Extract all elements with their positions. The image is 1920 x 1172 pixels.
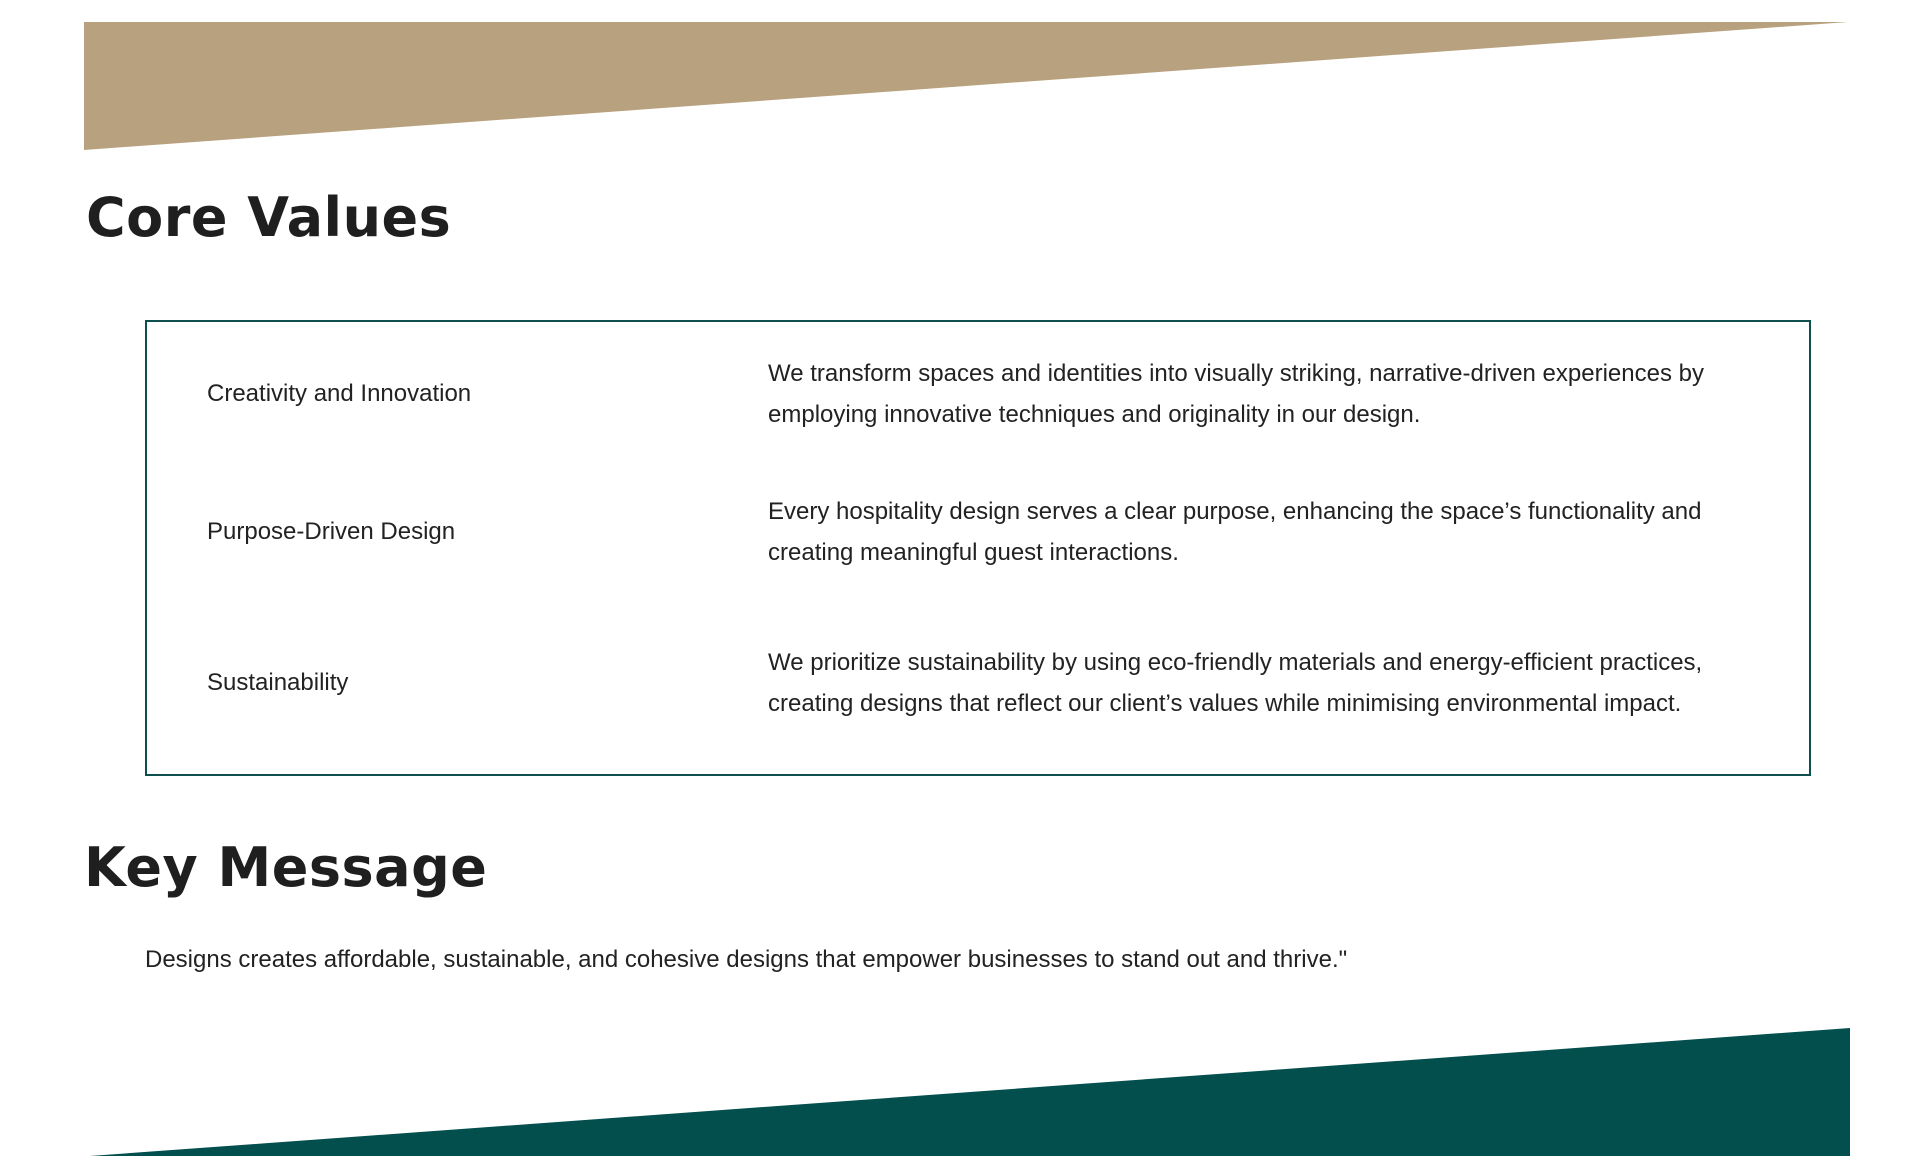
core-values-box (145, 320, 1811, 776)
value-row (147, 348, 1809, 440)
key-message-title: Key Message (84, 836, 488, 899)
value-description: We prioritize sustainability by using eco-friendly materials and energy-efficient practices, creating designs that reflect our client’s values while minimising environmental impact. (768, 649, 1703, 717)
value-description: We transform spaces and identities into visually striking, narrative-driven experiences by employing innovative techniques and originality in our design. (768, 360, 1704, 428)
key-message-text: Designs creates affordable, sustainable, and cohesive designs that empower businesses to stand out and thrive." (145, 946, 1348, 973)
value-name: Creativity and Innovation (207, 380, 472, 407)
value-name: Sustainability (207, 669, 349, 696)
value-description: Every hospitality design serves a clear purpose, enhancing the space’s functionality and creating meaningful guest interactions. (768, 498, 1702, 566)
top-decorative-band (0, 0, 1920, 160)
value-row (147, 616, 1809, 750)
core-values-title: Core Values (86, 186, 452, 249)
bottom-decorative-band (0, 1010, 1920, 1172)
value-name: Purpose-Driven Design (207, 518, 456, 545)
tan-wedge-shape (84, 22, 1848, 150)
teal-wedge-shape (90, 1028, 1850, 1156)
value-row (147, 486, 1809, 578)
